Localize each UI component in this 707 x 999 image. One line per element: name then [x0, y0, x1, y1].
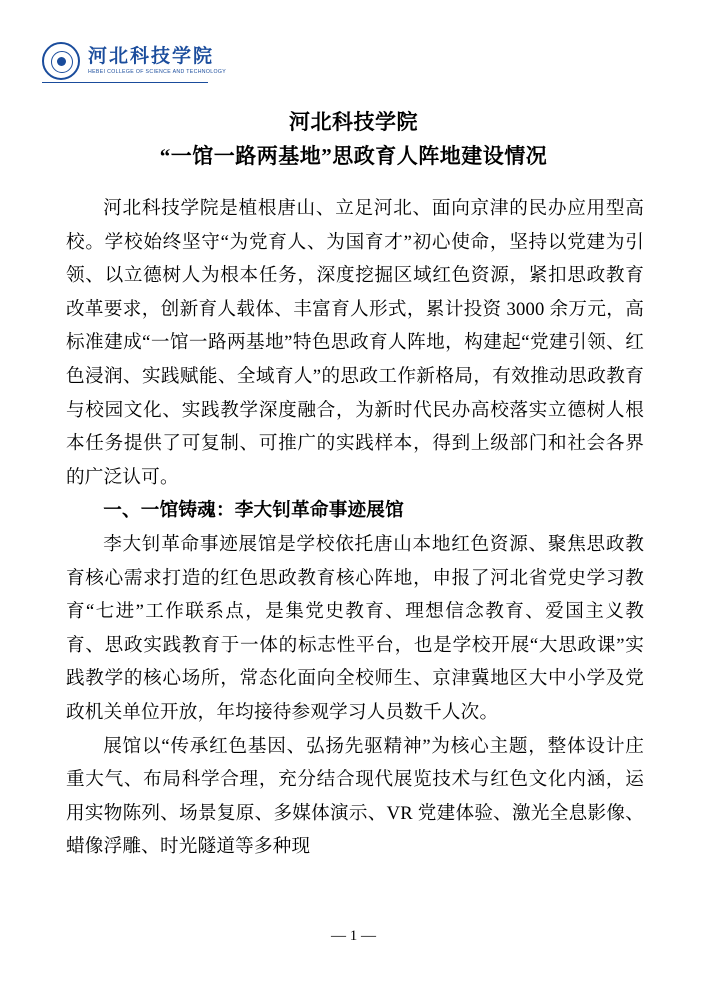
body-paragraph: 河北科技学院是植根唐山、立足河北、面向京津的民办应用型高校。学校始终坚守“为党育人、为国育才”初心使命，坚持以党建为引领、以立德树人为根本任务，深度挖掘区域红色资源，紧扣思政教育改革要求，创新育人载体、丰富育人形式，累计投资 3000 余万元，高标准建成“一馆一路两基地”特色思政育人阵地，构建起“党建引领、红色浸润、实践赋能、全域育人”的思政工作新格局，有效推动思政教育与校园文化、实践教学深度融合，为新时代民办高校落实立德树人根本任务提供了可复制、可推广的实践样本，得到上级部门和社会各界的广泛认可。: [66, 198, 644, 488]
body-paragraph: 李大钊革命事迹展馆是学校依托唐山本地红色资源、聚焦思政教育核心需求打造的红色思政教育核心阵地，申报了河北省党史学习教育“七进”工作联系点，是集党史教育、理想信念教育、爱国主义教育、思政实践教育于一体的标志性平台，也是学校开展“大思政课”实践教学的核心场所，常态化面向全校师生、京津冀地区大中小学及党政机关单位开放，年均接待参观学习人员数千人次。: [66, 533, 644, 723]
letterhead-name-cn: 河北科技学院: [88, 45, 215, 67]
letterhead-name-en: HEBEI COLLEGE OF SCIENCE AND TECHNOLOGY: [88, 68, 227, 75]
title-line-1: 河北科技学院: [289, 110, 418, 134]
document-body: [66, 192, 644, 864]
letterhead: [42, 42, 226, 80]
document-title: [0, 105, 707, 173]
university-seal-icon: [42, 42, 80, 80]
letterhead-divider: [42, 82, 208, 83]
page-number: — 1 —: [331, 928, 376, 944]
section-heading: 一、一馆铸魂：李大钊革命事迹展馆: [103, 500, 404, 522]
title-line-2: “一馆一路两基地”思政育人阵地建设情况: [159, 144, 548, 168]
letterhead-text: [88, 47, 226, 75]
body-paragraph: 展馆以“传承红色基因、弘扬先驱精神”为核心主题，整体设计庄重大气、布局科学合理，充分结合现代展览技术与红色文化内涵，运用实物陈列、场景复原、多媒体演示、VR 党建体验、激光全息影像、蜡像浮雕、时光隧道等多种现: [66, 735, 644, 858]
